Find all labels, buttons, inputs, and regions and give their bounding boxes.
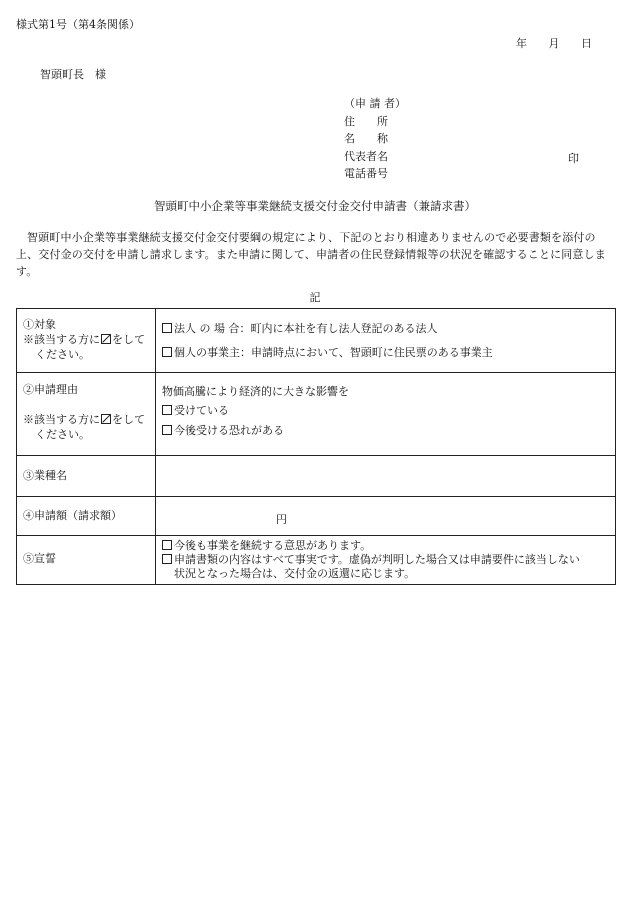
target-note-before: ※該当する方に — [23, 333, 100, 346]
checked-box-icon — [101, 334, 111, 344]
seal-mark: 印 — [568, 152, 579, 165]
reason-note-line2: ください。 — [35, 428, 90, 441]
applicant-phone-label: 電話番号 — [344, 167, 388, 180]
date-month-label: 月 — [548, 37, 560, 50]
form-number: 様式第1号（第4条関係） — [16, 18, 140, 31]
applicant-heading: （申 請 者） — [344, 97, 406, 110]
checkbox-icon[interactable] — [162, 347, 172, 357]
table-row-reason — [17, 373, 616, 456]
amount-unit: 円 — [276, 513, 287, 526]
oath-item-truth-line2: 状況となった場合は、交付金の返還に応じます。 — [174, 567, 416, 580]
date-day-label: 日 — [581, 37, 592, 50]
applicant-address-label: 住 所 — [344, 114, 388, 128]
oath-label: ⑤宣誓 — [23, 552, 56, 565]
checkbox-icon[interactable] — [162, 425, 172, 435]
application-table — [16, 308, 616, 585]
reason-note-after: をして — [112, 413, 145, 426]
body-text: 智頭町中小企業等事業継続支援交付金交付要綱の規定により、下記のとおり相違ありませんので必要書類を添付の上、交付金の交付を申請し請求します。また申請に関して、申請者の住民登録情報等の状況を確認することに同意します。 — [16, 231, 606, 278]
reason-note — [23, 413, 145, 427]
oath-item-truth[interactable]: 申請書類の内容はすべて事実です。虚偽が判明した場合又は申請要件に該当しない — [162, 553, 580, 567]
reason-label-cell — [17, 373, 156, 456]
industry-label: ③業種名 — [23, 469, 67, 482]
target-label-cell — [17, 309, 156, 373]
table-row-industry — [17, 456, 616, 497]
checkbox-icon[interactable] — [162, 554, 172, 564]
reason-label: ②申請理由 — [23, 383, 78, 396]
table-row-oath — [17, 536, 616, 585]
date-line — [516, 37, 592, 50]
reason-option-may-be-affected[interactable]: 今後受ける恐れがある — [162, 424, 284, 438]
applicant-name-label: 名 称 — [344, 132, 388, 145]
target-option-individual[interactable]: 個人の事業主：申請時点において、智頭町に住民票のある事業主 — [162, 346, 493, 360]
applicant-representative-label: 代表者名 — [344, 149, 388, 163]
oath-label-cell — [17, 536, 156, 585]
oath-content-cell — [156, 536, 616, 585]
checkbox-icon[interactable] — [162, 323, 172, 333]
date-year-label: 年 — [516, 37, 527, 50]
amount-label: ④申請額（請求額） — [23, 509, 122, 522]
target-label: ①対象 — [23, 318, 56, 331]
target-option-corporation[interactable]: 法人 の 場 合：町内に本社を有し法人登記のある法人 — [162, 322, 438, 336]
checkbox-icon[interactable] — [162, 540, 172, 550]
addressee: 智頭町長 様 — [40, 68, 106, 81]
reason-options-cell — [156, 373, 616, 456]
ki-heading: 記 — [309, 291, 321, 304]
table-row-target — [17, 309, 616, 373]
checkbox-icon[interactable] — [162, 405, 172, 415]
reason-lead: 物価高騰により経済的に大きな影響を — [162, 385, 349, 398]
reason-option-affected[interactable]: 受けている — [162, 404, 229, 418]
target-note-after: をして — [112, 333, 145, 346]
amount-label-cell — [17, 497, 156, 536]
amount-input-cell[interactable] — [156, 497, 616, 536]
oath-item-continue[interactable]: 今後も事業を継続する意思があります。 — [162, 539, 371, 553]
target-note — [23, 333, 145, 347]
industry-label-cell — [17, 456, 156, 497]
applicant-block — [344, 97, 406, 185]
target-note-line2: ください。 — [35, 348, 90, 361]
reason-note-before: ※該当する方に — [23, 413, 100, 426]
document-title: 智頭町中小企業等事業継続支援交付金交付申請書（兼請求書） — [154, 199, 476, 213]
table-row-amount — [17, 497, 616, 536]
industry-input-cell[interactable] — [156, 456, 616, 497]
checked-box-icon — [101, 414, 111, 424]
target-options-cell — [156, 309, 616, 373]
